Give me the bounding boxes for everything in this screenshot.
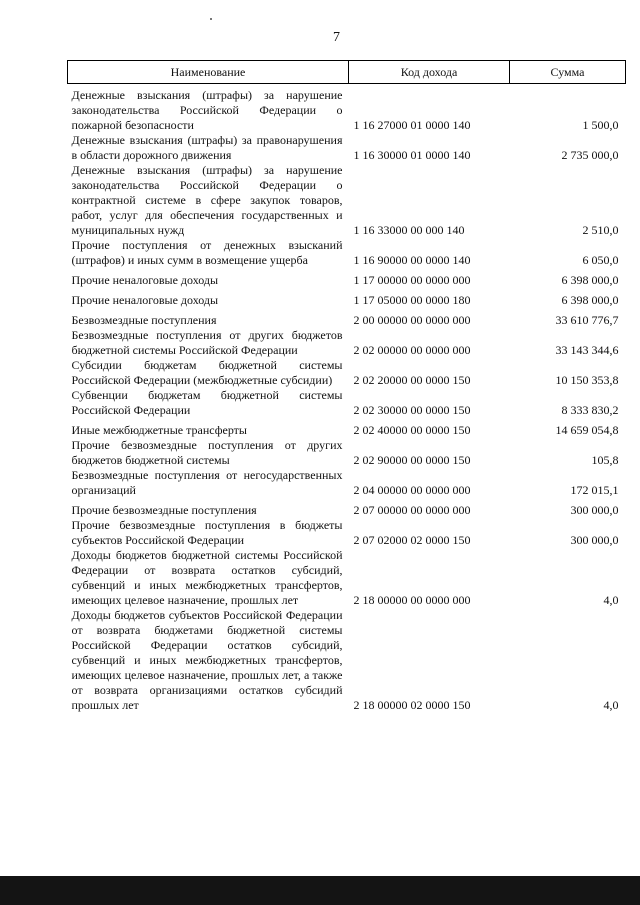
row-amount: 300 000,0 [570, 533, 619, 547]
row-name: Иные межбюджетные трансферты [71, 423, 247, 437]
row-name: Прочие безвозмездные поступления от других бюджетов бюджетной системы [71, 438, 343, 467]
scan-bottom-edge [0, 876, 640, 905]
table-row [68, 84, 626, 134]
table-row [68, 418, 626, 438]
table-row [68, 288, 626, 308]
row-code: 2 07 00000 00 0000 000 [353, 503, 471, 517]
row-name: Прочие неналоговые доходы [71, 293, 219, 307]
row-amount: 2 735 000,0 [561, 148, 619, 162]
row-code: 1 16 27000 01 0000 140 [353, 118, 471, 132]
page-number: 7 [333, 30, 340, 45]
table-row [68, 238, 626, 268]
row-amount: 4,0 [603, 698, 619, 712]
row-code: 2 18 00000 00 0000 000 [353, 593, 471, 607]
row-code: 1 16 33000 00 000 140 [353, 223, 465, 237]
row-name: Доходы бюджетов бюджетной системы Российской Федерации от возврата остатков субсидий, субвенций и иных межбюджетных трансфертов, имеющих целевое назначение, прошлых лет [71, 548, 343, 607]
row-amount: 300 000,0 [570, 503, 619, 517]
row-amount: 105,8 [591, 453, 619, 467]
row-amount: 10 150 353,8 [555, 373, 619, 387]
row-name: Безвозмездные поступления от других бюджетов бюджетной системы Российской Федерации [71, 328, 343, 357]
row-amount: 4,0 [603, 593, 619, 607]
revenue-table [67, 60, 626, 713]
row-code: 1 17 00000 00 0000 000 [353, 273, 471, 287]
row-name: Прочие поступления от денежных взысканий (штрафов) и иных сумм в возмещение ущерба [71, 238, 343, 267]
row-name: Денежные взыскания (штрафы) за нарушение законодательства Российской Федерации о контрактной системе в сфере закупок товаров, работ, услуг для обеспечения государственных и муниципальных нужд [71, 163, 343, 237]
row-amount: 6 398 000,0 [561, 293, 619, 307]
scan-speck [210, 18, 212, 20]
row-name: Безвозмездные поступления [71, 313, 217, 327]
row-name: Доходы бюджетов субъектов Российской Федерации от возврата бюджетами бюджетной системы Российской Федерации остатков субсидий, субвенций и иных межбюджетных трансфертов, имеющих целевое назначение, прошлых лет, а также от возврата организациями остатков субсидий прошлых лет [71, 608, 343, 712]
table-row [68, 518, 626, 548]
row-name: Прочие безвозмездные поступления [71, 503, 257, 517]
row-code: 1 16 30000 01 0000 140 [353, 148, 471, 162]
row-amount: 8 333 830,2 [561, 403, 619, 417]
row-amount: 6 398 000,0 [561, 273, 619, 287]
table-row [68, 468, 626, 498]
table-row [68, 608, 626, 713]
row-name: Субвенции бюджетам бюджетной системы Российской Федерации [71, 388, 343, 417]
header-code: Код дохода [349, 61, 510, 84]
row-name: Прочие безвозмездные поступления в бюджеты субъектов Российской Федерации [71, 518, 343, 547]
row-code: 1 17 05000 00 0000 180 [353, 293, 471, 307]
row-code: 2 18 00000 02 0000 150 [353, 698, 471, 712]
row-amount: 2 510,0 [582, 223, 619, 237]
row-name: Денежные взыскания (штрафы) за нарушение законодательства Российской Федерации о пожарной безопасности [71, 88, 343, 132]
table-row [68, 548, 626, 608]
table-row [68, 163, 626, 238]
row-amount: 6 050,0 [582, 253, 619, 267]
row-name: Безвозмездные поступления от негосударственных организаций [71, 468, 343, 497]
table-row [68, 358, 626, 388]
table-header-row [68, 61, 626, 84]
header-name: Наименование [68, 61, 349, 84]
row-amount: 172 015,1 [570, 483, 619, 497]
row-code: 2 04 00000 00 0000 000 [353, 483, 471, 497]
row-code: 2 07 02000 02 0000 150 [353, 533, 471, 547]
table-row [68, 308, 626, 328]
row-code: 2 02 30000 00 0000 150 [353, 403, 471, 417]
row-code: 2 02 20000 00 0000 150 [353, 373, 471, 387]
row-code: 2 00 00000 00 0000 000 [353, 313, 471, 327]
row-code: 2 02 90000 00 0000 150 [353, 453, 471, 467]
row-amount: 14 659 054,8 [555, 423, 619, 437]
table-row [68, 328, 626, 358]
row-name: Субсидии бюджетам бюджетной системы Российской Федерации (межбюджетные субсидии) [71, 358, 343, 387]
table-row [68, 498, 626, 518]
row-code: 1 16 90000 00 0000 140 [353, 253, 471, 267]
header-amount: Сумма [510, 61, 626, 84]
row-name: Денежные взыскания (штрафы) за правонарушения в области дорожного движения [71, 133, 343, 162]
row-name: Прочие неналоговые доходы [71, 273, 219, 287]
row-amount: 33 610 776,7 [555, 313, 619, 327]
table-row [68, 388, 626, 418]
row-amount: 33 143 344,6 [555, 343, 619, 357]
table-row [68, 133, 626, 163]
row-amount: 1 500,0 [582, 118, 619, 132]
row-code: 2 02 40000 00 0000 150 [353, 423, 471, 437]
table-row [68, 268, 626, 288]
row-code: 2 02 00000 00 0000 000 [353, 343, 471, 357]
table-row [68, 438, 626, 468]
